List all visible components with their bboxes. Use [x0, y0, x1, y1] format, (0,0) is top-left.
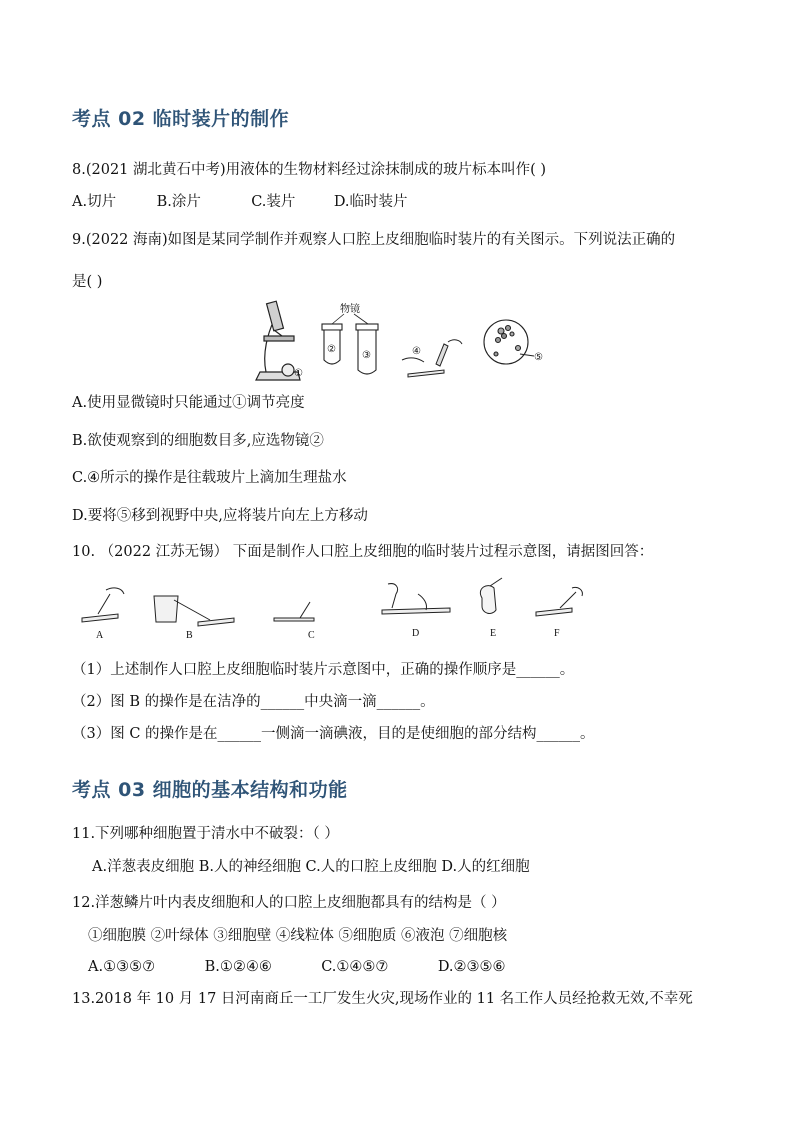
q12-option-b: B.①②④⑥ — [204, 959, 272, 975]
field-of-view-icon — [484, 320, 534, 364]
question-12-structures: ①细胞膜 ②叶绿体 ③细胞壁 ④线粒体 ⑤细胞质 ⑥液泡 ⑦细胞核 — [88, 928, 508, 944]
objective-lens-long-icon — [356, 324, 378, 374]
fig-letter-b: B — [186, 630, 193, 641]
section-heading-03: 考点 03 细胞的基本结构和功能 — [72, 779, 348, 801]
fig-letter-e: E — [490, 628, 497, 639]
q12-option-d: D.②③⑤⑥ — [437, 959, 506, 975]
q8-option-d: D.临时装片 — [333, 194, 408, 210]
fig-letter-f: F — [554, 628, 560, 639]
question-11-stem: 11.下列哪种细胞置于清水中不破裂：（ ） — [72, 826, 339, 842]
step-f-icon — [536, 587, 582, 616]
step-a-icon — [82, 588, 124, 622]
fig-mark-3: ③ — [362, 350, 371, 361]
fig-label-objective: 物镜 — [340, 304, 360, 315]
question-8-options — [72, 192, 408, 212]
q12-option-c: C.①④⑤⑦ — [321, 959, 389, 975]
fig-letter-d: D — [412, 628, 420, 639]
section-heading-02: 考点 02 临时装片的制作 — [72, 108, 290, 130]
q12-option-a: A.①③⑤⑦ — [88, 959, 156, 975]
step-b-icon — [154, 596, 234, 626]
question-9-figure — [248, 298, 558, 384]
dropper-slide-icon — [402, 340, 462, 377]
question-12-stem: 12.洋葱鳞片叶内表皮细胞和人的口腔上皮细胞都具有的结构是（ ） — [72, 895, 506, 911]
step-d-icon — [382, 584, 450, 614]
microscope-figure — [248, 298, 558, 384]
question-12-options — [88, 957, 506, 977]
question-11-options: A.洋葱表皮细胞 B.人的神经细胞 C.人的口腔上皮细胞 D.人的红细胞 — [92, 859, 530, 875]
fig-mark-4: ④ — [412, 346, 421, 357]
q9-option-b: B.欲使观察到的细胞数目多,应选物镜② — [72, 433, 324, 449]
question-10-figure — [78, 574, 598, 646]
question-9-stem-line1: 9.(2022 海南)如图是某同学制作并观察人口腔上皮细胞临时装片的有关图示。下列说法正确的 — [72, 232, 676, 248]
step-c-icon — [274, 602, 314, 621]
fig-mark-5: ⑤ — [534, 352, 543, 363]
question-10-sub2: （2）图 B 的操作是在洁净的______中央滴一滴______。 — [72, 694, 435, 710]
question-13-stem: 13.2018 年 10 月 17 日河南商丘一工厂发生火灾,现场作业的 11 名工作人员经抢救无效,不幸死 — [72, 991, 693, 1007]
q9-option-c: C.④所示的操作是往载玻片上滴加生理盐水 — [72, 470, 347, 486]
fig-letter-c: C — [308, 630, 315, 641]
q9-option-d: D.要将⑤移到视野中央,应将装片向左上方移动 — [72, 508, 368, 524]
step-e-icon — [480, 578, 502, 613]
slide-procedure-figure — [78, 574, 598, 646]
fig-mark-2: ② — [327, 344, 336, 355]
question-9-stem-line2: 是( ) — [72, 274, 103, 290]
q8-option-c: C.装片 — [251, 194, 296, 210]
question-10-sub1: （1）上述制作人口腔上皮细胞临时装片示意图中，正确的操作顺序是______。 — [72, 662, 575, 678]
q8-option-b: B.涂片 — [156, 194, 201, 210]
fig-mark-1: ① — [294, 368, 303, 379]
fig-letter-a: A — [96, 630, 104, 641]
question-10-stem: 10. （2022 江苏无锡） 下面是制作人口腔上皮细胞的临时装片过程示意图，请据图回答： — [72, 544, 654, 560]
question-8-stem: 8.(2021 湖北黄石中考)用液体的生物材料经过涂抹制成的玻片标本叫作( ) — [72, 162, 547, 178]
q9-option-a: A.使用显微镜时只能通过①调节亮度 — [72, 395, 305, 411]
q8-option-a: A.切片 — [72, 194, 117, 210]
question-10-sub3: （3）图 C 的操作是在______一侧滴一滴碘液，目的是使细胞的部分结构______。 — [72, 726, 595, 742]
